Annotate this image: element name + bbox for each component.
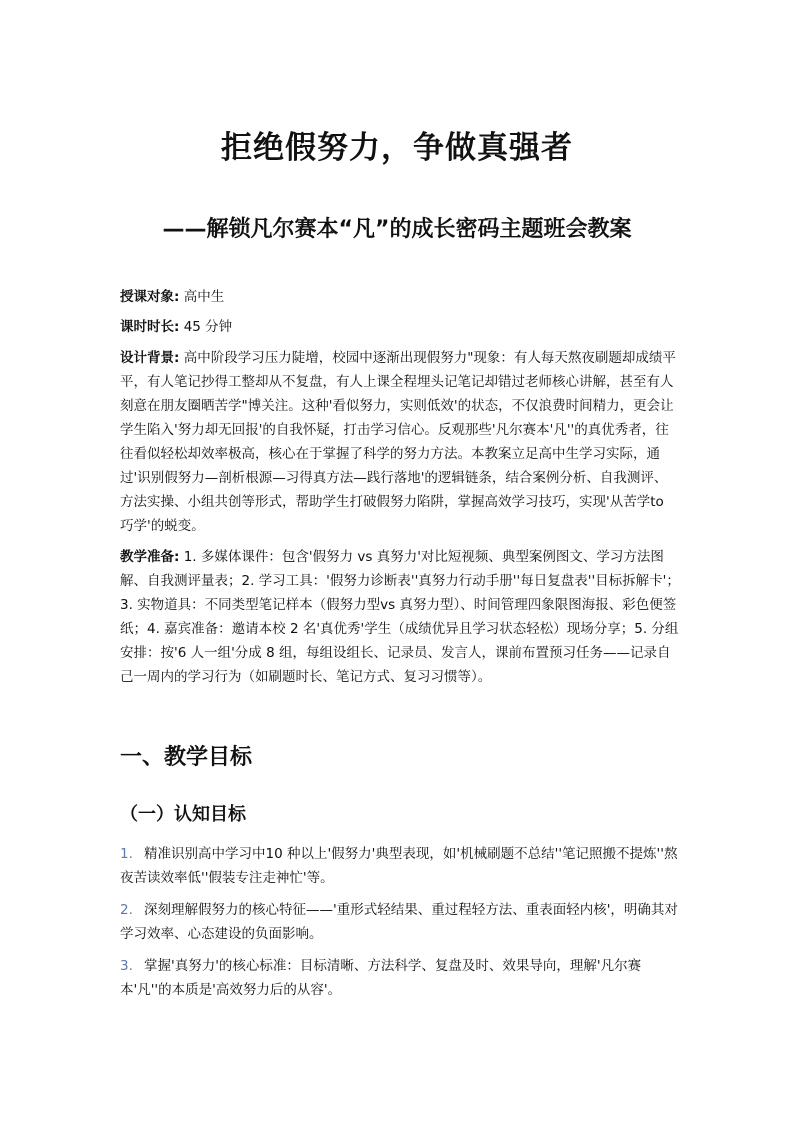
preparation-label: 教学准备: (120, 549, 180, 565)
list-item-number: 3. (120, 958, 133, 974)
section-heading: 一、教学目标 (120, 745, 253, 770)
preparation-text: 1. 多媒体课件：包含'假努力 vs 真努力'对比短视频、典型案例图文、学习方法图解、自我测评量表；2. 学习工具：'假努力诊断表''真努力行动手册''每日复盘表''目标拆解卡'；3. 实物道具：不同类型笔记样本（假努力型vs 真努力型）、时间管理四象限图海报、彩色便签纸；4. 嘉宾准备：邀请本校 2 名'真优秀'学生（成绩优异且学习状态轻松）现场分享；5. 分组安排：按'6 人一组'分成 8 组，每组设组长、记录员、发言人，课前布置预习任务——记录自己一周内的学习行为（如刷题时长、笔记方式、复习习惯等）。 (120, 549, 680, 685)
list-item (120, 898, 680, 946)
list-item (120, 954, 680, 1002)
list-item-text: 精准识别高中学习中10 种以上'假努力'典型表现，如'机械刷题不总结''笔记照搬不提炼''熬夜苦读效率低''假装专注走神忙'等。 (120, 846, 678, 886)
duration-label: 课时时长: (120, 319, 180, 335)
background-label: 设计背景: (120, 350, 180, 366)
page-subtitle: ——解锁凡尔赛本“凡”的成长密码主题班会教案 (162, 217, 632, 242)
audience-label: 授课对象: (120, 289, 180, 305)
subsection-heading: （一）认知目标 (120, 804, 246, 825)
page-title: 拒绝假努力，争做真强者 (221, 130, 573, 166)
list-item-number: 1. (120, 846, 133, 862)
list-item-text: 深刻理解假努力的核心特征——'重形式轻结果、重过程轻方法、重表面轻内核'，明确其对学习效率、心态建设的负面影响。 (120, 902, 678, 942)
duration-line (120, 315, 680, 339)
background-paragraph (120, 346, 680, 538)
duration-value: 45 分钟 (183, 319, 233, 335)
preparation-paragraph (120, 545, 680, 689)
audience-value: 高中生 (183, 289, 225, 305)
background-text: 高中阶段学习压力陡增，校园中逐渐出现假努力"现象：有人每天熬夜刷题却成绩平平，有人笔记抄得工整却从不复盘，有人上课全程埋头记笔记却错过老师核心讲解，甚至有人刻意在朋友圈晒苦学"博关注。这种'看似努力，实则低效'的状态，不仅浪费时间精力，更会让学生陷入'努力却无回报'的自我怀疑，打击学习信心。反观那些'凡尔赛本'凡''的真优秀者，往往看似轻松却效率极高，核心在于掌握了科学的努力方法。本教案立足高中生学习实际，通过'识别假努力—剖析根源—习得真方法—践行落地'的逻辑链条，结合案例分析、自我测评、方法实操、小组共创等形式，帮助学生打破假努力陷阱，掌握高效学习技巧，实现'从苦学to 巧学'的蜕变。 (120, 350, 676, 534)
audience-line (120, 285, 680, 309)
list-item-text: 掌握'真努力'的核心标准：目标清晰、方法科学、复盘及时、效果导向，理解'凡尔赛本'凡''的本质是'高效努力后的从容'。 (120, 958, 642, 998)
list-item (120, 842, 680, 890)
list-item-number: 2. (120, 902, 133, 918)
